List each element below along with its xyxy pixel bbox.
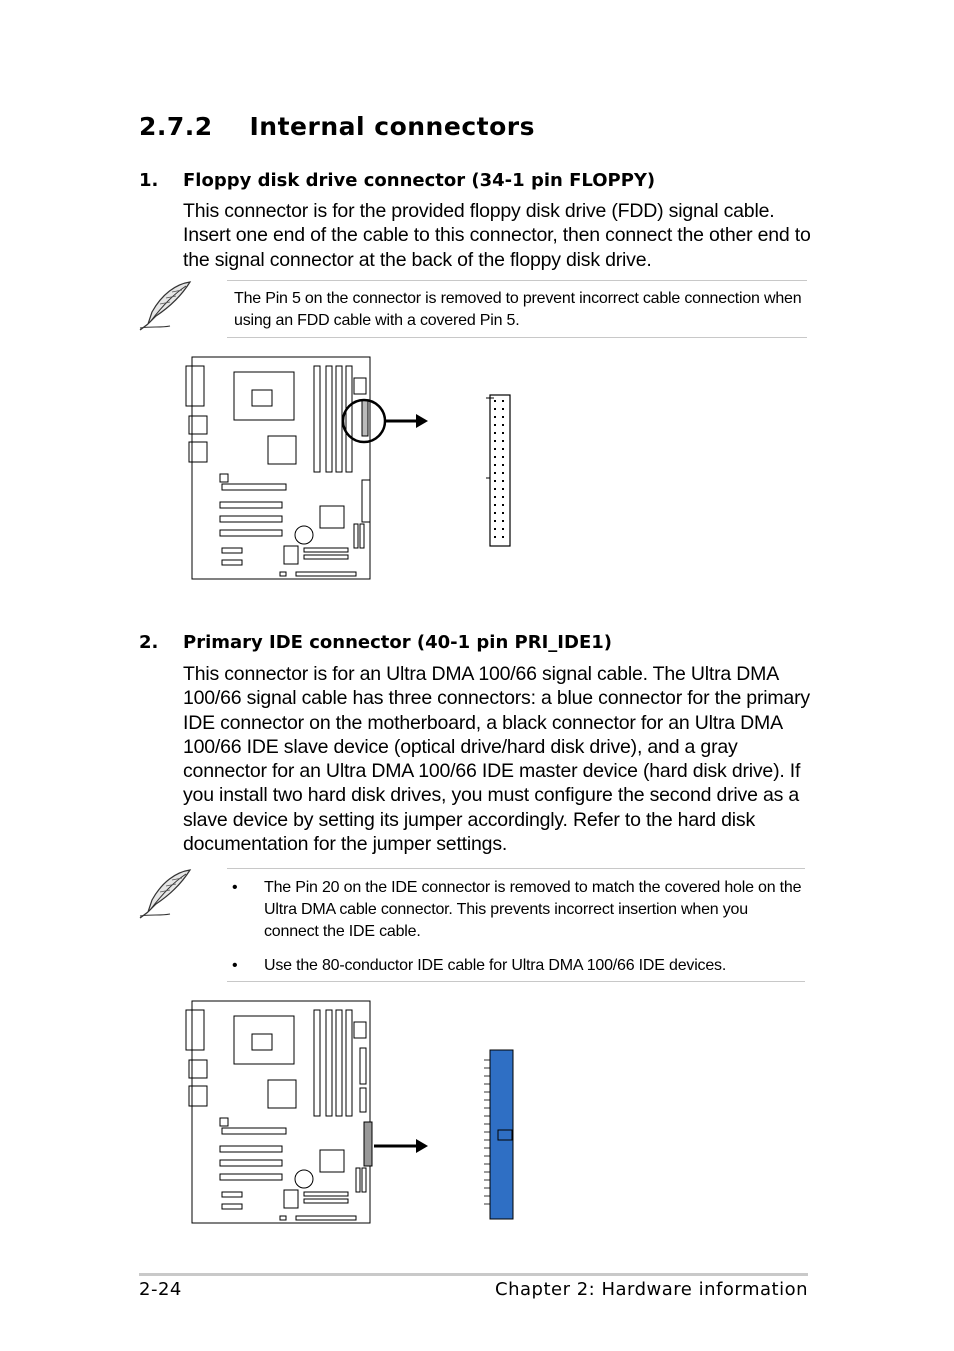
- item-2-number: 2.: [139, 632, 159, 653]
- motherboard-layout-icon: [186, 1001, 372, 1223]
- note-box-2: [227, 868, 805, 982]
- item-1-heading: [139, 170, 655, 191]
- item-2-title: Primary IDE connector (40-1 pin PRI_IDE1): [183, 632, 612, 653]
- feather-quill-icon: [136, 866, 194, 920]
- floppy-connector: [486, 395, 510, 546]
- chapter-label: Chapter 2: Hardware information: [495, 1279, 808, 1300]
- note-box-1: [227, 280, 807, 338]
- motherboard-layout-icon: [186, 357, 370, 579]
- item-2-body: This connector is for an Ultra DMA 100/66 signal cable. The Ultra DMA 100/66 signal cable has three connectors: a blue connector for the primary IDE connector on the motherboard, a black connector for an Ultra DMA 100/66 IDE slave device (optical drive/hard disk drive), and a gray connector for an Ultra DMA 100/66 IDE master device (hard disk drive). If you install two hard disk drives, you must configure the second drive as a slave device by setting its jumper accordingly. Refer to the hard disk documentation for the jumper settings.: [183, 663, 810, 856]
- bullet: •: [232, 879, 238, 896]
- item-1-title: Floppy disk drive connector (34-1 pin FLOPPY): [183, 170, 656, 191]
- note-2-item-2: • Use the 80-conductor IDE cable for Ultra DMA 100/66 IDE devices.: [227, 955, 805, 977]
- footer-rule: [139, 1273, 808, 1276]
- ide-connector: [484, 1050, 513, 1219]
- section-title: 2.7.2 Internal connectors: [139, 112, 535, 141]
- item-2-heading: [139, 632, 612, 653]
- page-number: 2-24: [139, 1279, 182, 1300]
- note-1-text: The Pin 5 on the connector is removed to prevent incorrect cable connection when using an FDD cable with a covered Pin 5.: [234, 290, 802, 329]
- motherboard-ide-diagram: [184, 996, 524, 1228]
- item-1-number: 1.: [139, 170, 159, 191]
- feather-quill-icon: [136, 278, 194, 332]
- bullet: •: [232, 957, 238, 974]
- item-1-body: This connector is for the provided floppy disk drive (FDD) signal cable. Insert one end of the cable to this connector, then connect the other end to the signal connector at the back of the floppy disk drive.: [183, 200, 811, 271]
- note-2-list: [227, 877, 805, 977]
- motherboard-floppy-diagram: [184, 352, 524, 584]
- note-2-item-1: • The Pin 20 on the IDE connector is removed to match the covered hole on the Ultra DMA cable connector. This prevents incorrect insertion when you connect the IDE cable.: [232, 879, 802, 940]
